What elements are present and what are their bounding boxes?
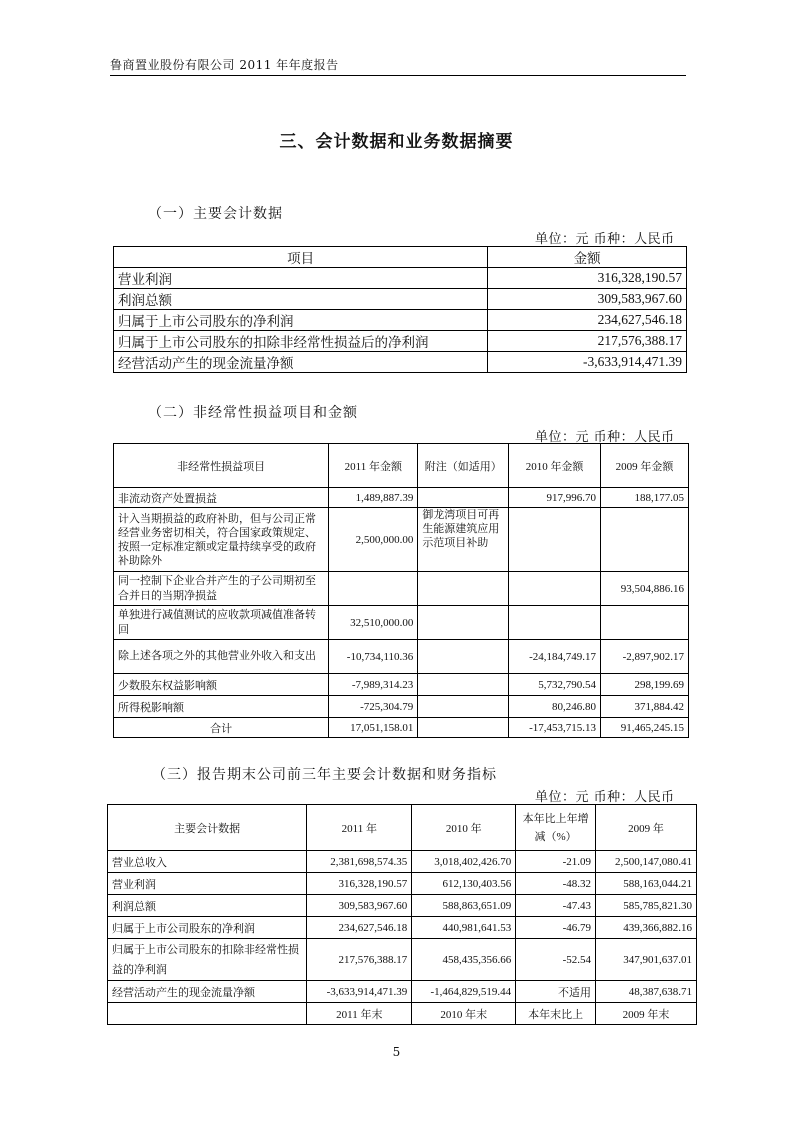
table-row: 非流动资产处置损益 1,489,887.39 917,996.70 188,177.05	[114, 488, 689, 508]
main-accounting-table	[113, 246, 687, 373]
section3-title: （三）报告期末公司前三年主要会计数据和财务指标	[152, 767, 497, 783]
non-recurring-table	[113, 443, 689, 738]
table-header-row: 非经常性损益项目 2011 年金额 附注（如适用） 2010 年金额 2009 年金额	[114, 444, 689, 488]
table-row: 经营活动产生的现金流量净额 -3,633,914,471.39	[114, 352, 687, 373]
table-row: 归属于上市公司股东的扣除非经常性损益后的净利润 217,576,388.17	[114, 331, 687, 352]
table-row: 归属于上市公司股东的净利润 234,627,546.18	[114, 310, 687, 331]
table-row: 营业利润 316,328,190.57	[114, 268, 687, 289]
section2-unit: 单位：元 币种：人民币	[535, 430, 675, 445]
three-year-table	[107, 804, 697, 1025]
header-divider	[110, 75, 686, 76]
header-item: 项目	[114, 247, 488, 268]
page-number: 5	[392, 1045, 401, 1059]
table-row: 同一控制下企业合并产生的子公司期初至合并日的当期净损益 93,504,886.16	[114, 572, 689, 606]
section1-unit: 单位：元 币种：人民币	[535, 232, 675, 247]
table-row: 利润总额 309,583,967.60	[114, 289, 687, 310]
table-header-row	[114, 247, 687, 268]
table-row: 利润总额 309,583,967.60 588,863,651.09 -47.43 585,785,821.30	[108, 895, 697, 917]
table-row: 单独进行减值测试的应收款项减值准备转回 32,510,000.00	[114, 606, 689, 640]
section2-title: （二）非经常性损益项目和金额	[148, 405, 358, 421]
table-row: 经营活动产生的现金流量净额 -3,633,914,471.39 -1,464,829,519.44 不适用 48,387,638.71	[108, 981, 697, 1003]
table-row: 少数股东权益影响额 -7,989,314.23 5,732,790.54 298,199.69	[114, 674, 689, 696]
table-footer-row: 2011 年末 2010 年末 本年末比上 2009 年末	[108, 1003, 697, 1025]
header-amount: 金额	[488, 247, 687, 268]
report-header: 鲁商置业股份有限公司 2011 年年度报告	[110, 58, 339, 72]
table-row: 归属于上市公司股东的净利润 234,627,546.18 440,981,641.53 -46.79 439,366,882.16	[108, 917, 697, 939]
section1-title: （一）主要会计数据	[148, 206, 283, 222]
total-row: 合计 17,051,158.01 -17,453,715.13 91,465,245.15	[114, 718, 689, 738]
table-header-row: 主要会计数据 2011 年 2010 年 本年比上年增减（%） 2009 年	[108, 805, 697, 851]
table-row: 营业总收入 2,381,698,574.35 3,018,402,426.70 -21.09 2,500,147,080.41	[108, 851, 697, 873]
table-row: 除上述各项之外的其他营业外收入和支出 -10,734,110.36 -24,184,749.17 -2,897,902.17	[114, 640, 689, 674]
table-row: 计入当期损益的政府补助，但与公司正常经营业务密切相关，符合国家政策规定、按照一定标准定额或定量持续享受的政府补助除外 2,500,000.00 御龙湾项目可再生能源建筑应用示范项目补助	[114, 508, 689, 572]
table-row: 归属于上市公司股东的扣除非经常性损益的净利润 217,576,388.17 458,435,356.66 -52.54 347,901,637.01	[108, 939, 697, 981]
table-row: 营业利润 316,328,190.57 612,130,403.56 -48.32 588,163,044.21	[108, 873, 697, 895]
table-row: 所得税影响额 -725,304.79 80,246.80 371,884.42	[114, 696, 689, 718]
section3-unit: 单位：元 币种：人民币	[535, 790, 675, 805]
page-title: 三、会计数据和业务数据摘要	[279, 132, 514, 152]
